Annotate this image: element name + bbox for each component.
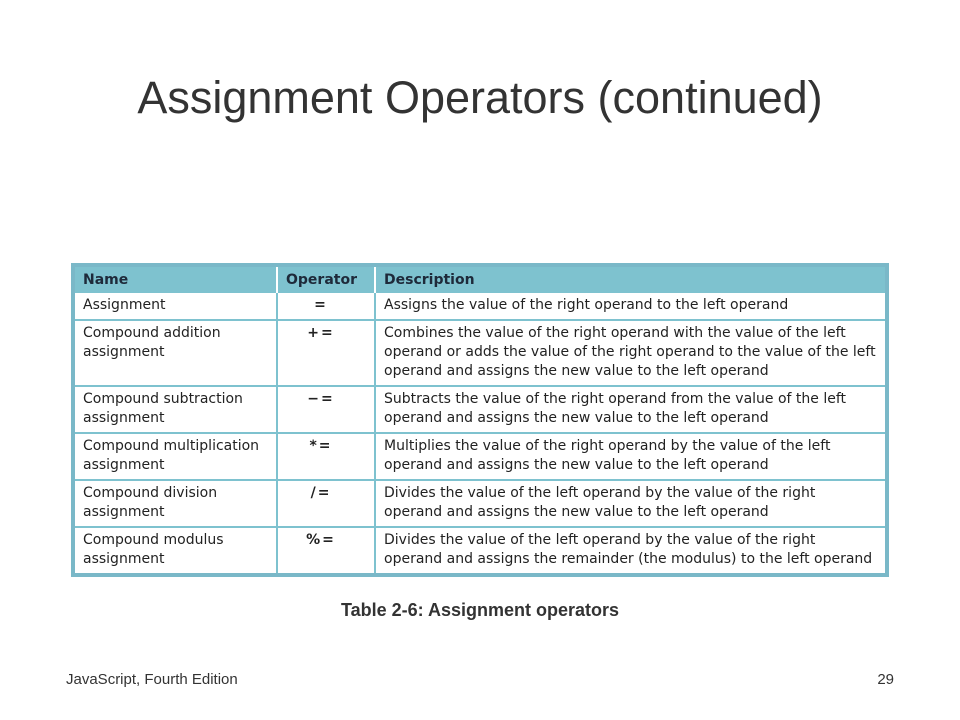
operator-name-cell: Compound division assignment	[75, 480, 277, 527]
table-caption: Table 2-6: Assignment operators	[340, 600, 620, 620]
table-row	[75, 433, 885, 480]
operator-description-cell: Divides the value of the left operand by the value of the right operand and assigns the remainder (the modulus) to the left operand	[384, 532, 873, 567]
operator-name-cell: Compound multiplication assignment	[75, 433, 277, 480]
operator-symbol-cell: =	[277, 293, 375, 320]
column-header-description: Description	[375, 267, 885, 293]
operator-symbol-cell: *=	[277, 433, 375, 480]
assignment-operators-table	[75, 267, 885, 573]
footer-book-title: JavaScript, Fourth Edition	[66, 671, 238, 688]
table-header-row	[75, 267, 885, 293]
operator-description-cell: Assigns the value of the right operand to the left operand	[375, 293, 885, 320]
operator-description-cell: Combines the value of the right operand with the value of the left operand or adds the value of the right operand to the value of the left operand and assigns the new value to the left operand	[375, 320, 885, 386]
table-row	[75, 480, 885, 527]
operators-table-frame	[71, 263, 889, 577]
table-row	[75, 386, 885, 433]
operator-symbol-cell: +=	[277, 320, 375, 386]
operator-name-cell: Compound subtraction assignment	[75, 386, 277, 433]
column-header-operator: Operator	[277, 267, 375, 293]
column-header-name: Name	[75, 267, 277, 293]
table-row	[75, 320, 885, 386]
operator-description-cell: Multiplies the value of the right operand by the value of the left operand and assigns the new value to the left operand	[375, 433, 885, 480]
operator-name-cell: Compound addition assignment	[75, 320, 277, 386]
operator-name-cell: Compound modulus assignment	[75, 527, 277, 573]
operator-symbol-cell: /=	[277, 480, 375, 527]
operator-description-cell: Subtracts the value of the right operand from the value of the left operand and assigns the new value to the left operand	[375, 386, 885, 433]
page-number: 29	[877, 671, 894, 688]
operator-symbol-cell: %=	[277, 527, 375, 573]
operator-name-cell: Assignment	[75, 293, 277, 320]
table-row	[75, 293, 885, 320]
operator-symbol-cell: −=	[277, 386, 375, 433]
operator-description-cell: Divides the value of the left operand by the value of the right operand and assigns the new value to the left operand	[375, 480, 885, 527]
table-row	[75, 527, 885, 573]
slide-title: Assignment Operators (continued)	[137, 72, 823, 123]
